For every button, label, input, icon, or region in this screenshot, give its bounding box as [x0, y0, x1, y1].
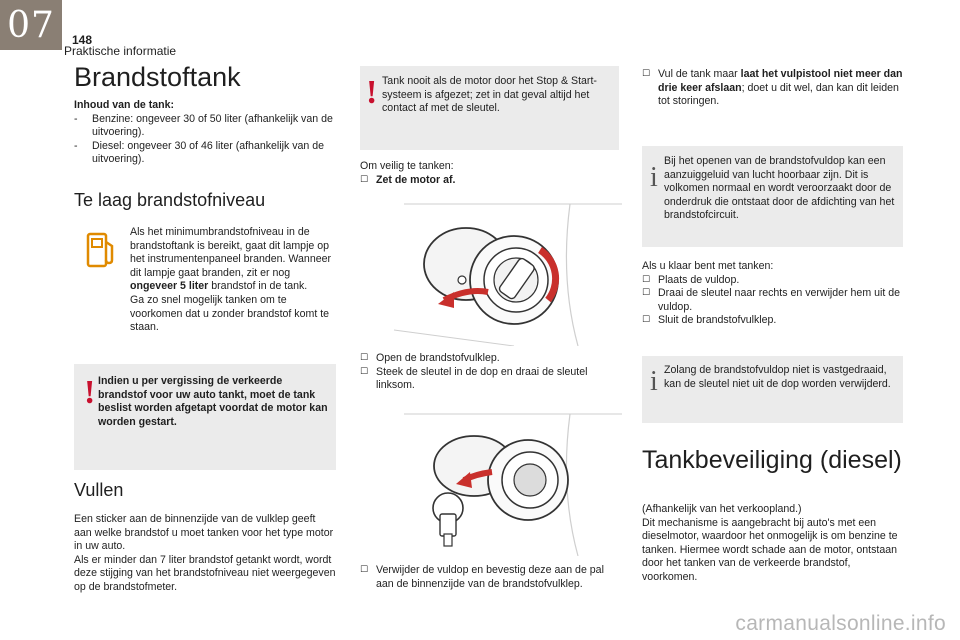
check-box-icon: ☐ [360, 353, 369, 363]
check-box-icon: ☐ [360, 174, 369, 185]
list-item: ☐ Plaats de vuldop. [642, 273, 740, 286]
steps-open [360, 352, 622, 393]
low-fuel-text: Als het minimumbrandstofniveau in de brandstoftank is bereikt, gaat dit lampje op het instrumentenpaneel branden. Wanneer dit lampje gaat branden, zit er nog ongeveer 5 liter brandstof in de tank. Ga zo snel mogelijk tanken om te voorkomen dat u zonder brandstof komt te staan. [130, 226, 332, 334]
list-item: ☐ Zet de motor af. [360, 173, 456, 186]
check-box-icon: ☐ [642, 274, 651, 285]
section-heading-diesel: Tankbeveiliging (diesel) [642, 446, 902, 474]
info-box [642, 356, 903, 423]
check-box-icon: ☐ [642, 69, 651, 79]
safe-fueling-block [360, 160, 622, 187]
warning-text: Indien u per vergissing de verkeerde brandstof voor uw auto tankt, moet de tank beslist worden afgetapt voordat de motor kan worden gestart. [98, 375, 328, 428]
check-box-icon: ☐ [642, 315, 651, 326]
chapter-tab: 07 [0, 0, 62, 50]
list-item: - Benzine: ongeveer 30 of 50 liter (afhankelijk van de uitvoering). [74, 112, 333, 139]
list-item: - Diesel: ongeveer 30 of 46 liter (afhankelijk van de uitvoering). [74, 139, 325, 166]
warning-box [360, 66, 619, 150]
info-text: Bij het openen van de brandstofvuldop kan een aanzuiggeluid van lucht hoorbaar zijn. Dit is volkomen normaal en wordt veroorzaakt door de onderdruk die ontstaat door de afdichting van het brandstofcircuit. [664, 155, 895, 222]
capacity-block [74, 99, 336, 167]
info-text: Zolang de brandstofvuldop niet is vastgedraaid, kan de sleutel niet uit de dop worden verwijderd. [664, 364, 891, 390]
list-item: ☐ Vul de tank maar laat het vulpistool niet meer dan drie keer afslaan; doet u dit wel, dan kan dit leiden tot storingen. [642, 68, 903, 108]
list-item: ☐ Verwijder de vuldop en bevestig deze aan de pal aan de binnenzijde van de brandstofvulklep. [360, 564, 604, 590]
warning-box [74, 364, 336, 470]
watermark: carmanualsonline.info [735, 612, 946, 635]
page-title: Brandstoftank [74, 62, 241, 92]
fuel-cap-removed-illustration [364, 410, 622, 556]
page-number: 148 [72, 33, 93, 47]
check-box-icon: ☐ [642, 288, 651, 299]
list-item: ☐ Open de brandstofvulklep. [360, 352, 500, 364]
info-icon: i [650, 162, 658, 193]
safe-intro: Om veilig te tanken: [360, 160, 454, 172]
done-intro: Als u klaar bent met tanken: [642, 260, 774, 272]
fuel-pump-icon [86, 228, 118, 270]
info-icon: i [650, 366, 658, 397]
list-item: ☐ Steek de sleutel in de dop en draai de sleutel linksom. [360, 365, 588, 392]
check-box-icon: ☐ [360, 366, 369, 377]
section-title: Praktische informatie [64, 44, 177, 58]
warning-icon: ! [84, 374, 96, 411]
warning-icon: ! [366, 74, 378, 111]
section-heading-low-fuel: Te laag brandstofniveau [74, 190, 266, 210]
fill-step [642, 68, 904, 109]
diesel-text: (Afhankelijk van het verkoopland.) Dit mechanisme is aangebracht bij auto's met een dieselmotor, waardoor het onmogelijk is om benzine te tanken. Hiermee wordt schade aan de motor, ontstaan door het tanken van de verkeerde brandstof, voorkomen. [642, 503, 898, 583]
info-box [642, 146, 903, 247]
after-fueling-block [642, 260, 904, 328]
list-item: ☐ Sluit de brandstofvulklep. [642, 314, 777, 327]
list-item: ☐ Draai de sleutel naar rechts en verwijder hem uit de vuldop. [642, 287, 901, 313]
fill-text: Een sticker aan de binnenzijde van de vulklep geeft aan welke brandstof u moet tanken voor het type motor in uw auto. Als er minder dan 7 liter brandstof getankt wordt, wordt deze stijging van het brandstofniveau niet weergegeven op de brandstofmeter. [74, 513, 336, 593]
check-box-icon: ☐ [360, 565, 369, 575]
steps-remove-cap [360, 564, 622, 591]
fuel-flap-key-illustration [364, 200, 622, 346]
capacity-heading: Inhoud van de tank: [74, 99, 175, 111]
section-heading-fill: Vullen [74, 480, 124, 500]
warning-text: Tank nooit als de motor door het Stop & Start-systeem is afgezet; zet in dat geval altijd het contact af met de sleutel. [382, 75, 597, 115]
